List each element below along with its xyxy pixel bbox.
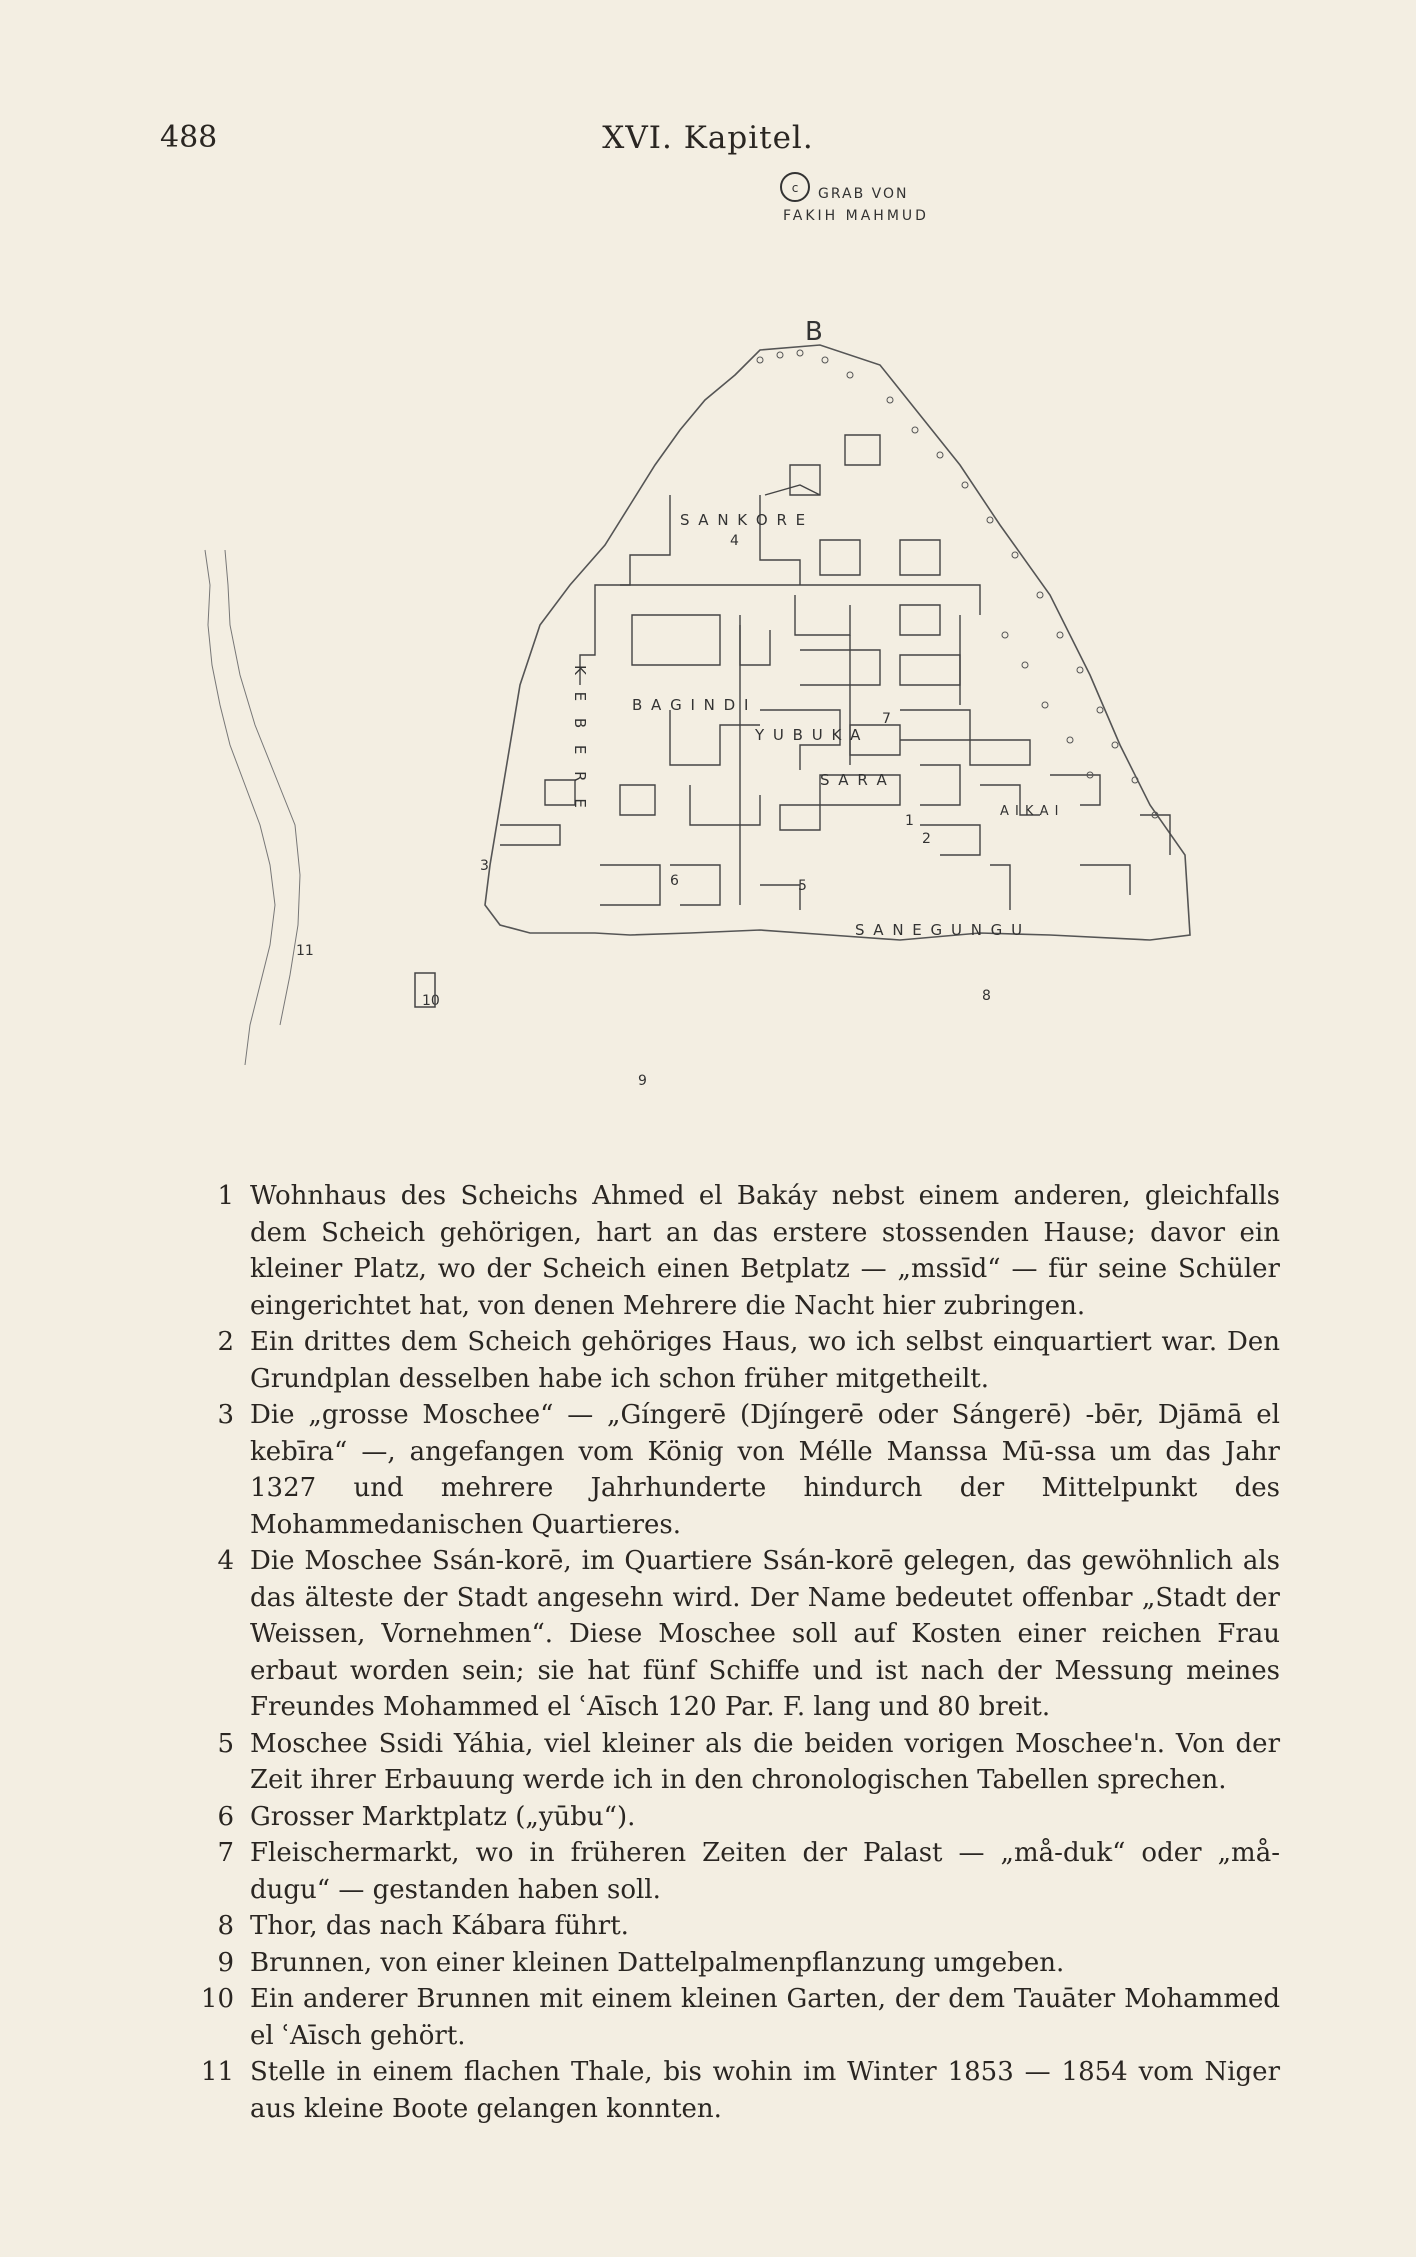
legend-number: 3 [217,1400,234,1430]
legend-text: Ein drittes dem Scheich gehöriges Haus, wo ich selbst einquartiert war. Den Grundplan desselben habe ich schon früher mitgetheilt. [250,1327,1280,1394]
feature-6: 6 [670,873,679,889]
feature-3: 3 [480,858,489,874]
feature-7: 7 [882,711,891,727]
legend-text: Die Moschee Ssán-korē, im Quartiere Ssán-korē gelegen, das gewöhnlich als das älteste der Stadt angesehn wird. Der Name bedeutet offenbar „Stadt der Weissen, Vornehmen“. Diese Moschee soll auf Kosten einer reichen Frau erbaut worden sein; sie hat fünf Schiffe und ist nach der Messung meines Freundes Mohammed el ʿAīsch 120 Par. F. lang und 80 breit. [250,1546,1280,1722]
map-legend [200,1178,1280,2127]
street-blocks [500,435,1170,910]
svg-text:c: c [791,181,799,195]
legend-number: 6 [217,1801,234,1832]
tomb-label-1: GRAB VON [818,186,909,202]
legend-text: Ein anderer Brunnen mit einem kleinen Garten, der dem Tauāter Mohammed el ʿAīsch gehört. [250,1984,1280,2051]
quarter-label-sane-gungu: S A N E G U N G U [855,921,1025,939]
feature-2: 2 [922,831,931,847]
tomb-label-2: FAKIH MAHMUD [783,208,929,224]
legend-entry [200,1799,1280,1836]
legend-entry [200,1835,1280,1908]
legend-text: Die „grosse Moschee“ — „Gíngerē (Djíngerē oder Sángerē) -bēr, Djāmā el kebīra“ —, angefangen vom König von Mélle Manssa Mū-ssa um das Jahr 1327 und mehrere Jahrhunderte hindurch der Mittelpunkt des Mohammedanischen Quartieres. [250,1400,1280,1540]
legend-text: Thor, das nach Kábara führt. [250,1911,629,1941]
feature-4: 4 [730,533,739,549]
quarter-label-sankore: S A N K O R E [680,511,808,529]
quarter-label-aikai: A I K A I [1000,804,1060,819]
legend-number: 4 [217,1546,234,1576]
feature-5: 5 [798,878,807,894]
legend-entry [200,1981,1280,2054]
legend-number: 11 [200,2057,234,2087]
quarter-b-label: B [805,317,823,347]
town-outline [485,345,1190,940]
town-plan-svg [200,165,1260,1125]
quarter-label-yubuka: Y U B U K A [755,726,863,744]
quarter-label-bagindi: B A G I N D I [632,696,751,714]
legend-number: 10 [200,1984,234,2014]
feature-1: 1 [905,813,914,829]
valley-hatching [205,550,300,1065]
town-map [200,165,1260,1125]
legend-text: Moschee Ssidi Yáhia, viel kleiner als die beiden vorigen Moschee'n. Von der Zeit ihrer Erbauung werde ich in den chronologischen Tabellen sprechen. [250,1728,1280,1795]
legend-entry [200,2054,1280,2127]
legend-number: 7 [217,1838,234,1868]
page-number: 488 [160,120,218,155]
feature-11: 11 [296,943,314,959]
legend-entry [200,1945,1280,1982]
legend-number: 5 [217,1728,234,1759]
dune-dots [757,350,1158,818]
feature-9: 9 [638,1073,647,1089]
feature-10: 10 [422,993,440,1009]
legend-text: Brunnen, von einer kleinen Dattelpalmenpflanzung umgeben. [250,1947,1065,1978]
legend-entry [200,1178,1280,1324]
legend-entry [200,1543,1280,1726]
legend-number: 9 [217,1947,234,1978]
feature-8: 8 [982,988,991,1004]
legend-entry [200,1397,1280,1543]
legend-number: 8 [217,1911,234,1941]
running-head: XVI. Kapitel. [602,120,814,156]
legend-entry [200,1324,1280,1397]
legend-entry [200,1726,1280,1799]
legend-text: Stelle in einem flachen Thale, bis wohin im Winter 1853 — 1854 vom Niger aus kleine Boote gelangen konnten. [250,2057,1280,2124]
legend-text: Grosser Marktplatz („yūbu“). [250,1801,636,1832]
legend-text: Fleischermarkt, wo in früheren Zeiten der Palast — „må-duk“ oder „må-dugu“ — gestanden haben soll. [250,1838,1280,1905]
legend-number: 2 [217,1327,234,1357]
quarter-label-kebere: K E B E R E [571,665,589,814]
legend-number: 1 [217,1181,234,1211]
quarter-label-sara: S A R A [820,771,889,789]
legend-entry [200,1908,1280,1945]
legend-text: Wohnhaus des Scheichs Ahmed el Bakáy nebst einem anderen, gleichfalls dem Scheich gehörigen, hart an das erstere stossenden Hause; davor ein kleiner Platz, wo der Scheich einen Betplatz — „mssīd“ — für seine Schüler eingerichtet hat, von denen Mehrere die Nacht hier zubringen. [250,1181,1280,1321]
